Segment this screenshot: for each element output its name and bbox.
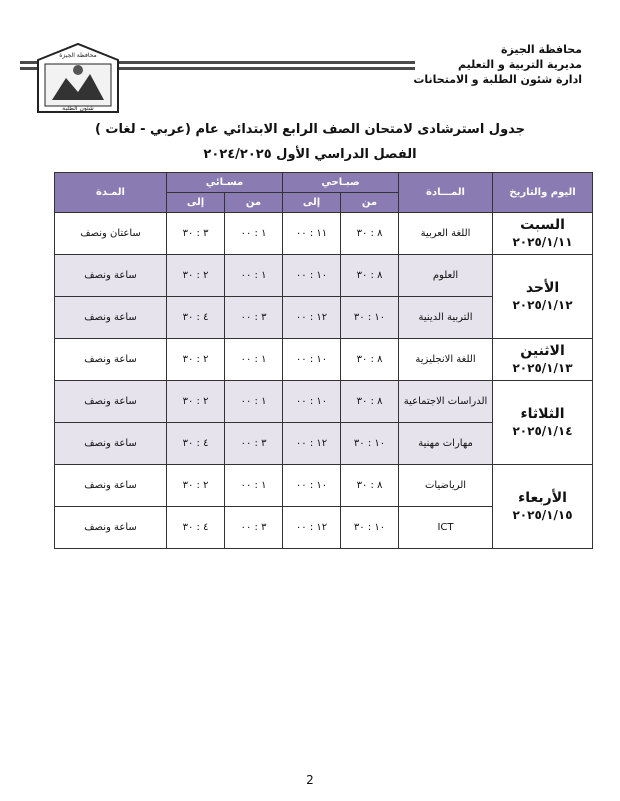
morning-from-cell: ٨ : ٣٠ xyxy=(341,213,399,255)
morning-to-cell: ١٠ : ٠٠ xyxy=(283,339,341,381)
subject-cell: الدراسات الاجتماعية xyxy=(399,381,493,423)
subject-cell: اللغة العربية xyxy=(399,213,493,255)
governorate-label: محافظة الجيزة xyxy=(501,43,582,56)
directorate-logo xyxy=(28,40,128,120)
morning-to-cell: ١٠ : ٠٠ xyxy=(283,381,341,423)
day-cell: الأحد ٢٠٢٥/١/١٢ xyxy=(493,255,593,339)
evening-to-cell: ٢ : ٣٠ xyxy=(167,465,225,507)
duration-cell: ساعة ونصف xyxy=(55,465,167,507)
page-number: 2 xyxy=(306,773,314,787)
header-morning: صبـاحي xyxy=(283,173,399,193)
table-row xyxy=(55,213,593,255)
logo-top-text: محافظة الجيزة xyxy=(59,52,97,59)
morning-to-cell: ١٠ : ٠٠ xyxy=(283,255,341,297)
evening-from-cell: ١ : ٠٠ xyxy=(225,339,283,381)
table-row xyxy=(55,255,593,297)
header-morning-to: إلى xyxy=(283,193,341,213)
subject-cell: العلوم xyxy=(399,255,493,297)
morning-from-cell: ١٠ : ٣٠ xyxy=(341,507,399,549)
evening-from-cell: ٣ : ٠٠ xyxy=(225,297,283,339)
evening-to-cell: ٢ : ٣٠ xyxy=(167,339,225,381)
table-row xyxy=(55,381,593,423)
header-subject: المـــادة xyxy=(399,173,493,213)
morning-to-cell: ١١ : ٠٠ xyxy=(283,213,341,255)
morning-from-cell: ١٠ : ٣٠ xyxy=(341,423,399,465)
evening-from-cell: ٣ : ٠٠ xyxy=(225,423,283,465)
evening-to-cell: ٢ : ٣٠ xyxy=(167,381,225,423)
page-subtitle: الفصل الدراسي الأول ٢٠٢٤/٢٠٢٥ xyxy=(203,147,417,162)
evening-from-cell: ٣ : ٠٠ xyxy=(225,507,283,549)
morning-from-cell: ٨ : ٣٠ xyxy=(341,465,399,507)
directorate-label: مديرية التربية و التعليم xyxy=(458,58,582,71)
evening-from-cell: ١ : ٠٠ xyxy=(225,465,283,507)
header-evening-from: من xyxy=(225,193,283,213)
day-cell: الأربعاء ٢٠٢٥/١/١٥ xyxy=(493,465,593,549)
subject-cell: التربية الدينية xyxy=(399,297,493,339)
evening-to-cell: ٤ : ٣٠ xyxy=(167,507,225,549)
subject-cell: ICT xyxy=(399,507,493,549)
morning-from-cell: ٨ : ٣٠ xyxy=(341,381,399,423)
evening-from-cell: ١ : ٠٠ xyxy=(225,213,283,255)
header-evening-to: إلى xyxy=(167,193,225,213)
header-day-date: اليوم والتاريخ xyxy=(493,173,593,213)
morning-from-cell: ٨ : ٣٠ xyxy=(341,255,399,297)
morning-to-cell: ١٢ : ٠٠ xyxy=(283,507,341,549)
morning-from-cell: ١٠ : ٣٠ xyxy=(341,297,399,339)
department-label: ادارة شئون الطلبة و الامتحانات xyxy=(413,73,582,86)
exam-schedule-table xyxy=(54,172,593,549)
subject-cell: مهارات مهنية xyxy=(399,423,493,465)
page-title: جدول استرشادى لامتحان الصف الرابع الابتدائي عام (عربي - لغات ) xyxy=(94,122,526,137)
subject-cell: اللغة الانجليزية xyxy=(399,339,493,381)
duration-cell: ساعة ونصف xyxy=(55,507,167,549)
morning-to-cell: ١٢ : ٠٠ xyxy=(283,423,341,465)
morning-from-cell: ٨ : ٣٠ xyxy=(341,339,399,381)
duration-cell: ساعتان ونصف xyxy=(55,213,167,255)
evening-to-cell: ٢ : ٣٠ xyxy=(167,255,225,297)
subject-cell: الرياضيات xyxy=(399,465,493,507)
table-row xyxy=(55,339,593,381)
duration-cell: ساعة ونصف xyxy=(55,255,167,297)
authority-block xyxy=(413,42,582,87)
header-morning-from: من xyxy=(341,193,399,213)
duration-cell: ساعة ونصف xyxy=(55,423,167,465)
day-cell: الاثنين ٢٠٢٥/١/١٣ xyxy=(493,339,593,381)
evening-to-cell: ٤ : ٣٠ xyxy=(167,297,225,339)
evening-from-cell: ١ : ٠٠ xyxy=(225,381,283,423)
logo-bottom-text: شئون الطلبة xyxy=(62,105,94,112)
day-cell: الثلاثاء ٢٠٢٥/١/١٤ xyxy=(493,381,593,465)
duration-cell: ساعة ونصف xyxy=(55,339,167,381)
header-duration: المـدة xyxy=(55,173,167,213)
morning-to-cell: ١٢ : ٠٠ xyxy=(283,297,341,339)
duration-cell: ساعة ونصف xyxy=(55,381,167,423)
table-row xyxy=(55,465,593,507)
evening-to-cell: ٣ : ٣٠ xyxy=(167,213,225,255)
duration-cell: ساعة ونصف xyxy=(55,297,167,339)
day-cell: السبت ٢٠٢٥/١/١١ xyxy=(493,213,593,255)
evening-to-cell: ٤ : ٣٠ xyxy=(167,423,225,465)
morning-to-cell: ١٠ : ٠٠ xyxy=(283,465,341,507)
header-evening: مسـائي xyxy=(167,173,283,193)
evening-from-cell: ١ : ٠٠ xyxy=(225,255,283,297)
